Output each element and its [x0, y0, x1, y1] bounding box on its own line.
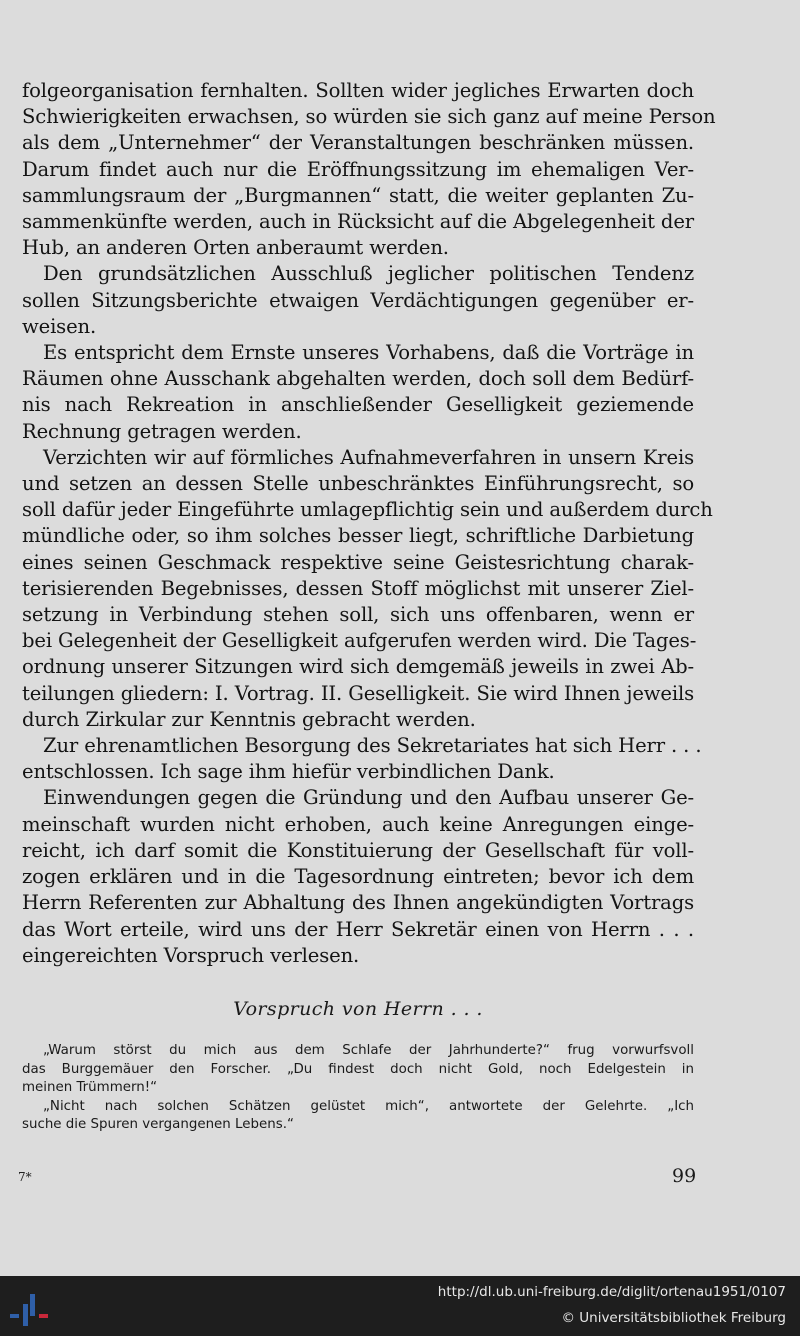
text-line: Herrn Referenten zur Abhaltung des Ihnen angekündigten Vortrags — [22, 891, 694, 915]
quote-line: das Burggemäuer den Forscher. „Du findest doch nicht Gold, noch Edelgestein in — [22, 1061, 694, 1077]
text-line: eines seinen Geschmack respektive seine Geistesrichtung charak- — [22, 550, 694, 574]
text-line: bei Gelegenheit der Geselligkeit aufgerufen werden wird. Die Tages- — [22, 629, 697, 653]
text-line: als dem „Unternehmer“ der Veranstaltungen beschränken müssen. — [22, 131, 694, 155]
text-line: reicht, ich darf somit die Konstituierung der Gesellschaft für voll- — [22, 838, 694, 862]
text-line: sammlungsraum der „Burgmannen“ statt, die weiter geplanten Zu- — [22, 183, 694, 207]
text-line: sammenkünfte werden, auch in Rücksicht auf die Abgelegenheit der — [22, 210, 694, 234]
text-line: Verzichten wir auf förmliches Aufnahmeverfahren in unsern Kreis — [43, 445, 694, 469]
quote-line: „Warum störst du mich aus dem Schlafe der Jahrhunderte?“ frug vorwurfsvoll — [43, 1043, 694, 1058]
body-paragraph — [22, 445, 713, 733]
text-line: folgeorganisation fernhalten. Sollten wider jegliches Erwarten doch — [22, 79, 694, 102]
text-line: Den grundsätzlichen Ausschluß jeglicher politischen Tendenz — [43, 262, 694, 286]
text-line: eingereichten Vorspruch verlesen. — [22, 943, 360, 967]
text-line: Schwierigkeiten erwachsen, so würden sie sich ganz auf meine Person — [22, 105, 716, 129]
text-line: meinschaft wurden nicht erhoben, auch keine Anregungen einge- — [22, 812, 694, 836]
text-line: soll dafür jeder Eingeführte umlagepflichtig sein und außerdem durch — [22, 498, 713, 522]
text-line: das Wort erteile, wird uns der Herr Sekretär einen von Herrn . . . — [22, 917, 694, 941]
text-line: Darum findet auch nur die Eröffnungssitzung im ehemaligen Ver- — [22, 157, 694, 181]
page-number: 99 — [672, 1165, 697, 1187]
quote-paragraph — [22, 1042, 694, 1098]
copyright-notice: © Universitätsbibliothek Freiburg — [561, 1310, 786, 1326]
text-line: Es entspricht dem Ernste unseres Vorhabens, daß die Vorträge in — [43, 341, 694, 365]
text-line: entschlossen. Ich sage ihm hiefür verbindlichen Dank. — [22, 760, 555, 784]
section-heading: Vorspruch von Herrn . . . — [233, 998, 483, 1020]
text-line: und setzen an dessen Stelle unbeschränktes Einführungsrecht, so — [22, 472, 694, 496]
body-paragraph — [22, 261, 694, 340]
text-line: terisierenden Begebnisses, dessen Stoff möglichst mit unserer Ziel- — [22, 576, 694, 600]
body-paragraph — [22, 733, 702, 785]
text-line: Rechnung getragen werden. — [22, 419, 302, 443]
text-line: weisen. — [22, 314, 97, 338]
source-url-link[interactable]: http://dl.ub.uni-freiburg.de/diglit/ortenau1951/0107 — [437, 1284, 786, 1300]
text-line: mündliche oder, so ihm solches besser liegt, schriftliche Darbietung — [22, 524, 694, 548]
text-line: ordnung unserer Sitzungen wird sich demgemäß jeweils in zwei Ab- — [22, 655, 694, 679]
text-line: durch Zirkular zur Kenntnis gebracht werden. — [22, 707, 476, 731]
quoted-verse — [22, 1042, 694, 1135]
text-line: Zur ehrenamtlichen Besorgung des Sekretariates hat sich Herr . . . — [43, 734, 702, 758]
text-line: nis nach Rekreation in anschließender Geselligkeit geziemende — [22, 393, 694, 417]
body-paragraph — [22, 78, 716, 261]
text-line: Einwendungen gegen die Gründung und den Aufbau unserer Ge- — [43, 786, 694, 810]
text-line: teilungen gliedern: I. Vortrag. II. Geselligkeit. Sie wird Ihnen jeweils — [22, 681, 694, 705]
body-paragraph — [22, 785, 694, 968]
text-line: zogen erklären und in die Tagesordnung eintreten; bevor ich dem — [22, 865, 694, 889]
quote-line: suche die Spuren vergangenen Lebens.“ — [22, 1117, 294, 1133]
quote-line: „Nicht nach solchen Schätzen gelüstet mich“, antwortete der Gelehrte. „Ich — [43, 1098, 694, 1114]
text-line: setzung in Verbindung stehen soll, sich uns offenbaren, wenn er — [22, 603, 694, 627]
text-line: Räumen ohne Ausschank abgehalten werden, doch soll dem Bedürf- — [22, 367, 694, 391]
text-line: sollen Sitzungsberichte etwaigen Verdächtigungen gegenüber er- — [22, 288, 694, 312]
body-text — [22, 78, 716, 969]
quote-line: meinen Trümmern!“ — [22, 1080, 158, 1096]
footer-bar — [0, 1276, 800, 1336]
text-line: Hub, an anderen Orten anberaumt werden. — [22, 236, 449, 260]
quote-paragraph — [22, 1098, 694, 1135]
signature-mark: 7* — [18, 1170, 32, 1184]
ub-freiburg-logo-icon[interactable] — [10, 1290, 50, 1330]
body-paragraph — [22, 340, 694, 445]
